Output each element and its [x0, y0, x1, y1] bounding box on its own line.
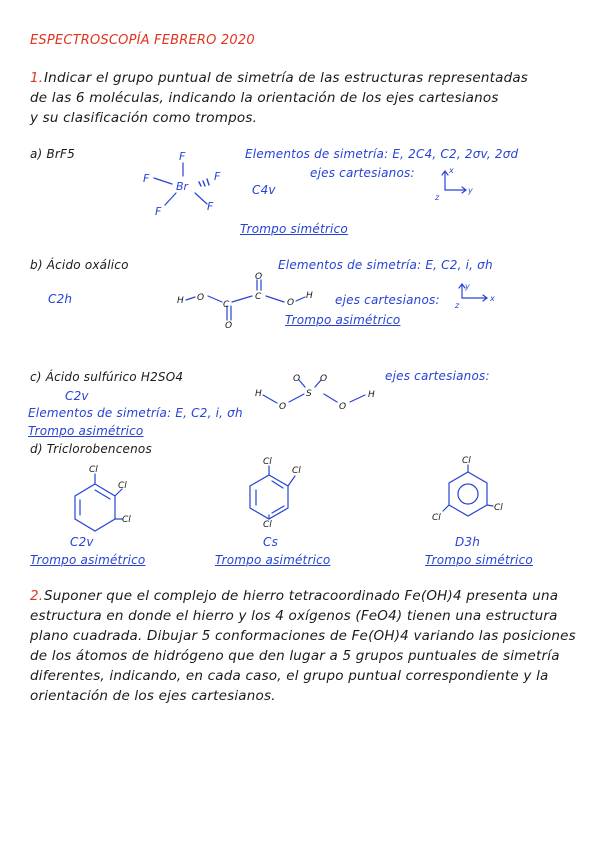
a-axes: [442, 171, 466, 193]
sa-o-right: O: [339, 402, 347, 412]
b-axes-label: ejes cartesianos:: [335, 293, 440, 307]
q2-line-6: orientación de los ejes cartesianos.: [30, 688, 276, 704]
tcb1-cl-2: Cl: [118, 481, 127, 491]
d-isomer1-classification: Trompo asimétrico: [30, 553, 146, 567]
f-bottom-left: F: [155, 205, 162, 218]
d-isomer2-group: Cs: [263, 535, 279, 549]
d-isomer2-classification: Trompo asimétrico: [215, 553, 331, 567]
b-axes: [459, 284, 487, 301]
d-isomer1-group: C2v: [70, 535, 94, 549]
ox-o-down: O: [225, 321, 233, 331]
a-axis-x: x: [449, 166, 454, 175]
sa-s: S: [306, 389, 312, 399]
a-classification: Trompo simétrico: [240, 222, 348, 236]
q2-line-4: de los átomos de hidrógeno que den lugar a 5 grupos puntuales de simetría: [30, 648, 560, 664]
d-isomer3-group: D3h: [455, 535, 481, 549]
q2-number: 2.: [30, 588, 44, 604]
b-classification: Trompo asimétrico: [285, 313, 401, 327]
tcb2-cl-2: Cl: [292, 466, 301, 476]
b-axis-x: x: [490, 294, 495, 303]
ox-o-right: O: [287, 298, 295, 308]
ox-h-left: H: [177, 296, 184, 306]
b-group: C2h: [48, 292, 73, 306]
b-axis-z: z: [455, 301, 460, 310]
ox-o-left: O: [197, 293, 205, 303]
ox-o-up: O: [255, 272, 263, 282]
c-axes-label: ejes cartesianos:: [385, 369, 490, 383]
sa-h-right: H: [368, 390, 375, 400]
br-center: Br: [176, 180, 189, 193]
ox-c-left: C: [223, 300, 230, 310]
f-top: F: [179, 150, 186, 163]
tcb2-cl-1: Cl: [263, 457, 272, 467]
f-bottom-right: F: [207, 200, 214, 213]
a-axis-z: z: [435, 193, 440, 202]
q2-line-2: estructura en donde el hierro y los 4 oxígenos (FeO4) tienen una estructura: [30, 608, 558, 624]
ox-c-right: C: [255, 292, 262, 302]
a-axis-y: y: [468, 186, 473, 195]
tcb3-ring: [443, 465, 493, 516]
sa-o-left: O: [279, 402, 287, 412]
c-label: c) Ácido sulfúrico H2SO4: [30, 370, 184, 384]
sulfuric-structure: [263, 380, 365, 403]
q2-line-1: Suponer que el complejo de hierro tetracoordinado Fe(OH)4 presenta una: [44, 588, 559, 604]
q1-number: 1.: [30, 70, 44, 86]
page-title: ESPECTROSCOPÍA FEBRERO 2020: [30, 33, 255, 48]
sa-o-upright: O: [320, 374, 328, 384]
tcb3-cl-1: Cl: [462, 456, 471, 466]
a-elements: Elementos de simetría: E, 2C4, C2, 2σv, 2σd: [245, 147, 519, 161]
c-group: C2v: [65, 389, 89, 403]
q1-line-1: Indicar el grupo puntual de simetría de las estructuras representadas: [44, 70, 529, 86]
tcb1-cl-3: Cl: [122, 515, 131, 525]
b-label: b) Ácido oxálico: [30, 258, 129, 272]
tcb3-cl-2: Cl: [432, 513, 441, 523]
b-elements: Elementos de simetría: E, C2, i, σh: [278, 258, 493, 272]
q2-line-5: diferentes, indicando, en cada caso, el grupo puntual correspondiente y la: [30, 668, 549, 684]
q1-line-2: de las 6 moléculas, indicando la orientación de los ejes cartesianos: [30, 90, 499, 106]
q2-line-3: plano cuadrada. Dibujar 5 conformaciones de Fe(OH)4 variando las posiciones: [30, 628, 576, 644]
tcb1-ring: [75, 474, 122, 531]
d-isomer3-classification: Trompo simétrico: [425, 553, 533, 567]
a-label: a) BrF5: [30, 147, 75, 161]
tcb2-cl-3: Cl: [263, 520, 272, 530]
f-left: F: [143, 172, 150, 185]
f-right: F: [214, 170, 221, 183]
ox-h-right: H: [306, 291, 313, 301]
c-classification: Trompo asimétrico: [28, 424, 144, 438]
sa-h-left: H: [255, 389, 262, 399]
tcb1-cl-1: Cl: [89, 465, 98, 475]
c-elements: Elementos de simetría: E, C2, i, σh: [28, 406, 243, 420]
tcb2-ring: [250, 466, 295, 519]
b-axis-y: y: [465, 282, 470, 291]
sa-o-upleft: O: [293, 374, 301, 384]
a-axes-label: ejes cartesianos:: [310, 166, 415, 180]
a-group: C4v: [252, 183, 276, 197]
d-label: d) Triclorobencenos: [30, 442, 152, 456]
q1-line-3: y su clasificación como trompos.: [30, 110, 258, 126]
tcb3-cl-3: Cl: [494, 503, 503, 513]
